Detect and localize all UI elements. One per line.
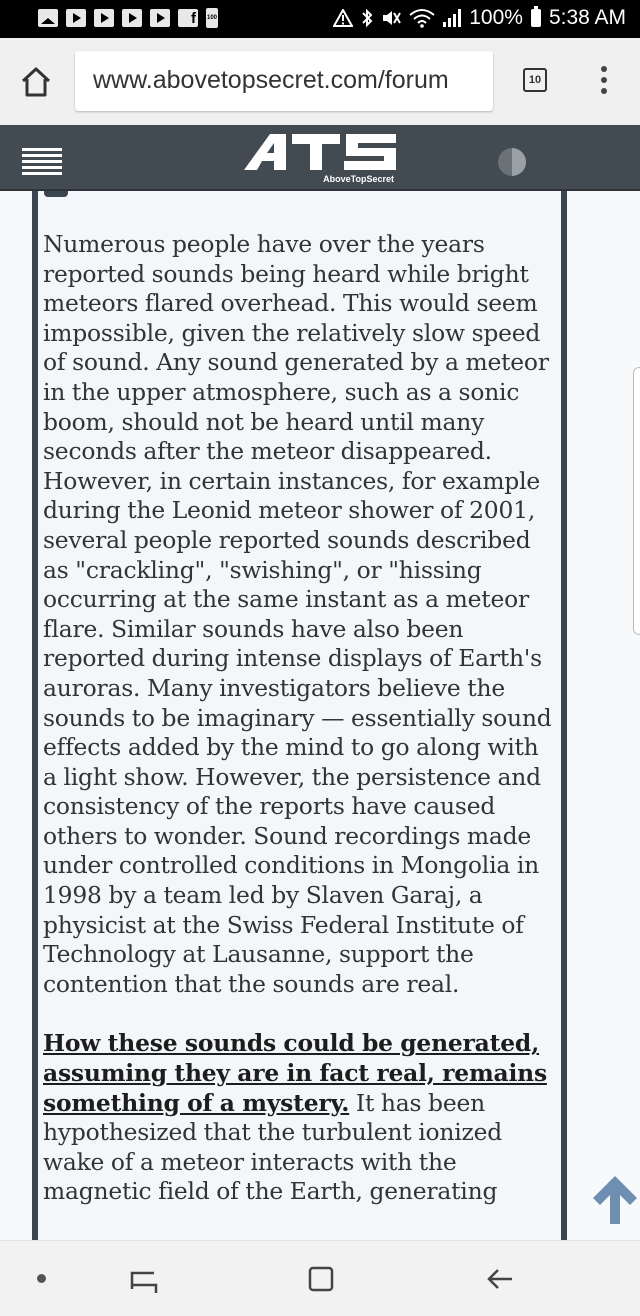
status-bar: [0, 0, 640, 38]
notification-icons: [38, 9, 218, 29]
youtube-icon: [122, 9, 142, 27]
signal-icon: [443, 9, 461, 27]
facebook-icon: f: [178, 9, 198, 27]
hamburger-menu-icon[interactable]: [22, 148, 62, 178]
post-body: [43, 230, 555, 1207]
post-emphasis-text: How these sounds could be generated, assuming they are in fact real, remains something of a mystery.: [43, 1029, 547, 1117]
theme-toggle-icon[interactable]: [496, 146, 528, 178]
post-paragraph-continued: It has been hypothesized that the turbulent ionized wake of a meteor interacts with the magnetic field of the Earth, generating: [43, 1088, 503, 1206]
home-icon[interactable]: [20, 66, 52, 98]
nav-dot-icon: [37, 1274, 46, 1283]
battery-icon: [531, 9, 541, 27]
mute-icon: [381, 9, 401, 27]
system-icons: [333, 6, 626, 30]
battery-percent: 100%: [469, 6, 523, 29]
site-header: [0, 125, 640, 191]
post-content-area: [0, 191, 640, 1240]
android-nav-bar: [0, 1240, 640, 1316]
side-scroll-handle[interactable]: [633, 367, 640, 635]
bluetooth-icon: [361, 8, 373, 28]
address-bar[interactable]: [75, 51, 493, 111]
battery-100-icon: 100: [206, 8, 218, 28]
scroll-to-top-icon[interactable]: [590, 1172, 640, 1228]
home-button-icon[interactable]: [305, 1263, 337, 1295]
browser-menu-button[interactable]: [596, 66, 612, 96]
ats-logo-mark: [240, 128, 400, 174]
wifi-icon: [409, 8, 435, 28]
browser-toolbar: [0, 38, 640, 126]
url-text: www.abovetopsecret.com/forum: [93, 66, 449, 94]
clock: 5:38 AM: [548, 6, 626, 29]
post-panel-tab: [44, 191, 68, 197]
post-paragraph: Numerous people have over the years reported sounds being heard while bright meteors flared overhead. This would seem impossible, given the relatively slow speed of sound. Any sound generated by a meteor in the upper atmosphere, such as a sonic boom, should not be heard until many seconds after the meteor disappeared. However, in certain instances, for example during the Leonid meteor shower of 2001, several people reported sounds described as "crackling", "swishing", or "hissing occurring at the same instant as a meteor flare. Similar sounds have also been reported during intense displays of Earth's auroras. Many investigators believe the sounds to be imaginary — essentially sound effects added by the mind to go along with a light show. However, the persistence and consistency of the reports have caused others to wonder. Sound recordings made under controlled conditions in Mongolia in 1998 by a team led by Slaven Garaj, a physicist at the Swiss Federal Institute of Technology at Lausanne, support the contention that the sounds are real.: [43, 230, 552, 998]
photo-icon: [38, 9, 58, 27]
youtube-icon: [66, 9, 86, 27]
tab-switcher-button[interactable]: 10: [523, 68, 547, 92]
youtube-icon: [94, 9, 114, 27]
recent-apps-icon[interactable]: [128, 1263, 160, 1295]
post-paragraph: [43, 1029, 555, 1207]
site-tagline: AboveTopSecret: [323, 174, 394, 184]
warning-icon: [333, 9, 353, 27]
back-icon[interactable]: [484, 1263, 516, 1295]
ats-logo[interactable]: [240, 128, 400, 186]
youtube-icon: [150, 9, 170, 27]
